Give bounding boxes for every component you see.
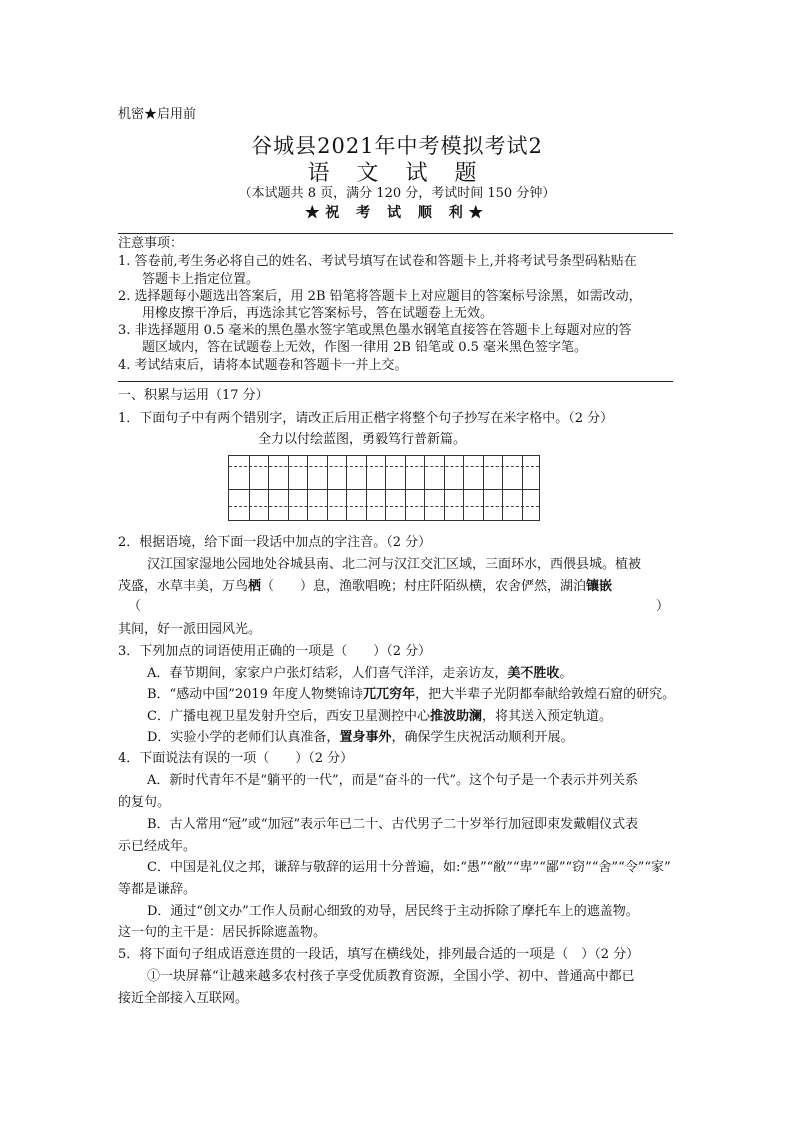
q4-option-d-cont: 这一句的主干是：居民拆除遮盖物。 bbox=[118, 925, 327, 940]
q3-option-b: B．“感动中国”2019 年度人物樊锦诗兀兀穷年，把大半辈子光阴都奉献给敦煌石窟的研究。 bbox=[147, 687, 676, 702]
q1-sentence: 全力以付绘蓝图，勇毅笃行普新篇。 bbox=[258, 432, 467, 447]
note-item: 3. 非选择题用 0.5 毫米的黑色墨水签字笔或黑色墨水钢笔直接答在答题卡上每题对应的答 bbox=[118, 323, 632, 338]
q4-option-b-cont: 示已经成年。 bbox=[118, 839, 197, 854]
exam-info: （本试题共 8 页，满分 120 分，考试时间 150 分钟） bbox=[238, 186, 556, 201]
exam-title: 谷城县2021年中考模拟考试2 bbox=[251, 134, 543, 158]
q5-sentence-1: ①一块屏幕“让越来越多农村孩子享受优质教育资源，全国小学、初中、普通高中都已 bbox=[147, 969, 635, 984]
q4-option-c-cont: 等都是谦辞。 bbox=[118, 882, 197, 897]
question-4: 4．下面说法有误的一项（ ）（2 分） bbox=[118, 751, 354, 766]
q2-text: 茂盛，水草丰美，万鸟栖（ ）息，渔歌唱晚；村庄阡陌纵横，农舍俨然，湖泊镶嵌 bbox=[118, 579, 613, 594]
q5-sentence-1-cont: 接近全部接入互联网。 bbox=[118, 991, 249, 1006]
q3-option-a: A．春节期间，家家户户张灯结彩，人们喜气洋洋，走亲访友，美不胜收。 bbox=[147, 666, 573, 681]
q3-option-c: C．广播电视卫星发射升空后，西安卫星测控中心推波助澜，将其送入预定轨道。 bbox=[147, 709, 612, 724]
q4-option-a-cont: 的复句。 bbox=[118, 795, 171, 810]
q2-blank-open: （ bbox=[128, 599, 142, 614]
note-item-cont: 用橡皮擦干净后，再选涂其它答案标号，答在试题卷上无效。 bbox=[142, 306, 494, 321]
note-item: 2. 选择题每小题选出答案后，用 2B 铅笔将答题卡上对应题目的答案标号涂黑，如需改动， bbox=[118, 289, 642, 304]
q2-text: 汉江国家湿地公园地处谷城县南、北二河与汉江交汇区域，三面环水，西偎县城。植被 bbox=[147, 557, 642, 572]
question-5: 5．将下面句子组成语意连贯的一段话，填写在横线处，排列最合适的一项是（ ）（2 分） bbox=[118, 947, 640, 962]
q4-option-b: B．古人常用“冠”或“加冠”表示年已二十、古代男子二十岁举行加冠即束发戴帽仪式表 bbox=[147, 817, 639, 832]
q4-option-a: A．新时代青年不是“躺平的一代”，而是“奋斗的一代”。这个句子是一个表示并列关系 bbox=[147, 773, 638, 788]
q3-option-d: D．实验小学的老师们认真准备，置身事外，确保学生庆祝活动顺利开展。 bbox=[147, 730, 574, 745]
confidential-label: 机密★启用前 bbox=[118, 107, 197, 122]
writing-grid bbox=[228, 455, 540, 521]
note-item: 1. 答卷前,考生务必将自己的姓名、考试号填写在试卷和答题卡上,并将考试号条型码粘贴在 bbox=[118, 254, 637, 269]
notes-heading: 注意事项： bbox=[118, 236, 184, 251]
exam-subject: 语 文 试 题 bbox=[307, 161, 487, 186]
question-2: 2．根据语境，给下面一段话中加点的字注音。（2 分） bbox=[118, 535, 432, 550]
q4-option-d: D．通过“创文办”工作人员耐心细致的劝导，居民终于主动拆除了摩托车上的遮盖物。 bbox=[147, 904, 639, 919]
divider bbox=[118, 381, 673, 382]
q2-text: 其间，好一派田园风光。 bbox=[118, 622, 262, 637]
note-item: 4. 考试结束后，请将本试题卷和答题卡一并上交。 bbox=[118, 358, 408, 373]
q4-option-c: C．中国是礼仪之邦，谦辞与敬辞的运用十分普遍，如:“愚”“敝”“卑”“鄙”“窃”“舍”“令”“家” bbox=[147, 860, 671, 875]
question-3: 3．下列加点的词语使用正确的一项是（ ）（2 分） bbox=[118, 644, 432, 659]
note-item-cont: 答题卡上指定位置。 bbox=[142, 272, 260, 287]
q2-blank-close: ） bbox=[656, 599, 670, 614]
divider bbox=[118, 233, 673, 234]
section-heading: 一、积累与运用（17 分） bbox=[118, 388, 269, 403]
exam-wish: ★祝 考 试 顺 利★ bbox=[305, 205, 489, 221]
question-1: 1．下面句子中有两个错别字，请改正后用正楷字将整个句子抄写在米字格中。（2 分） bbox=[118, 411, 614, 426]
note-item-cont: 题区域内，答在试题卷上无效，作图一律用 2B 铅笔或 0.5 毫米黑色签字笔。 bbox=[142, 340, 588, 355]
